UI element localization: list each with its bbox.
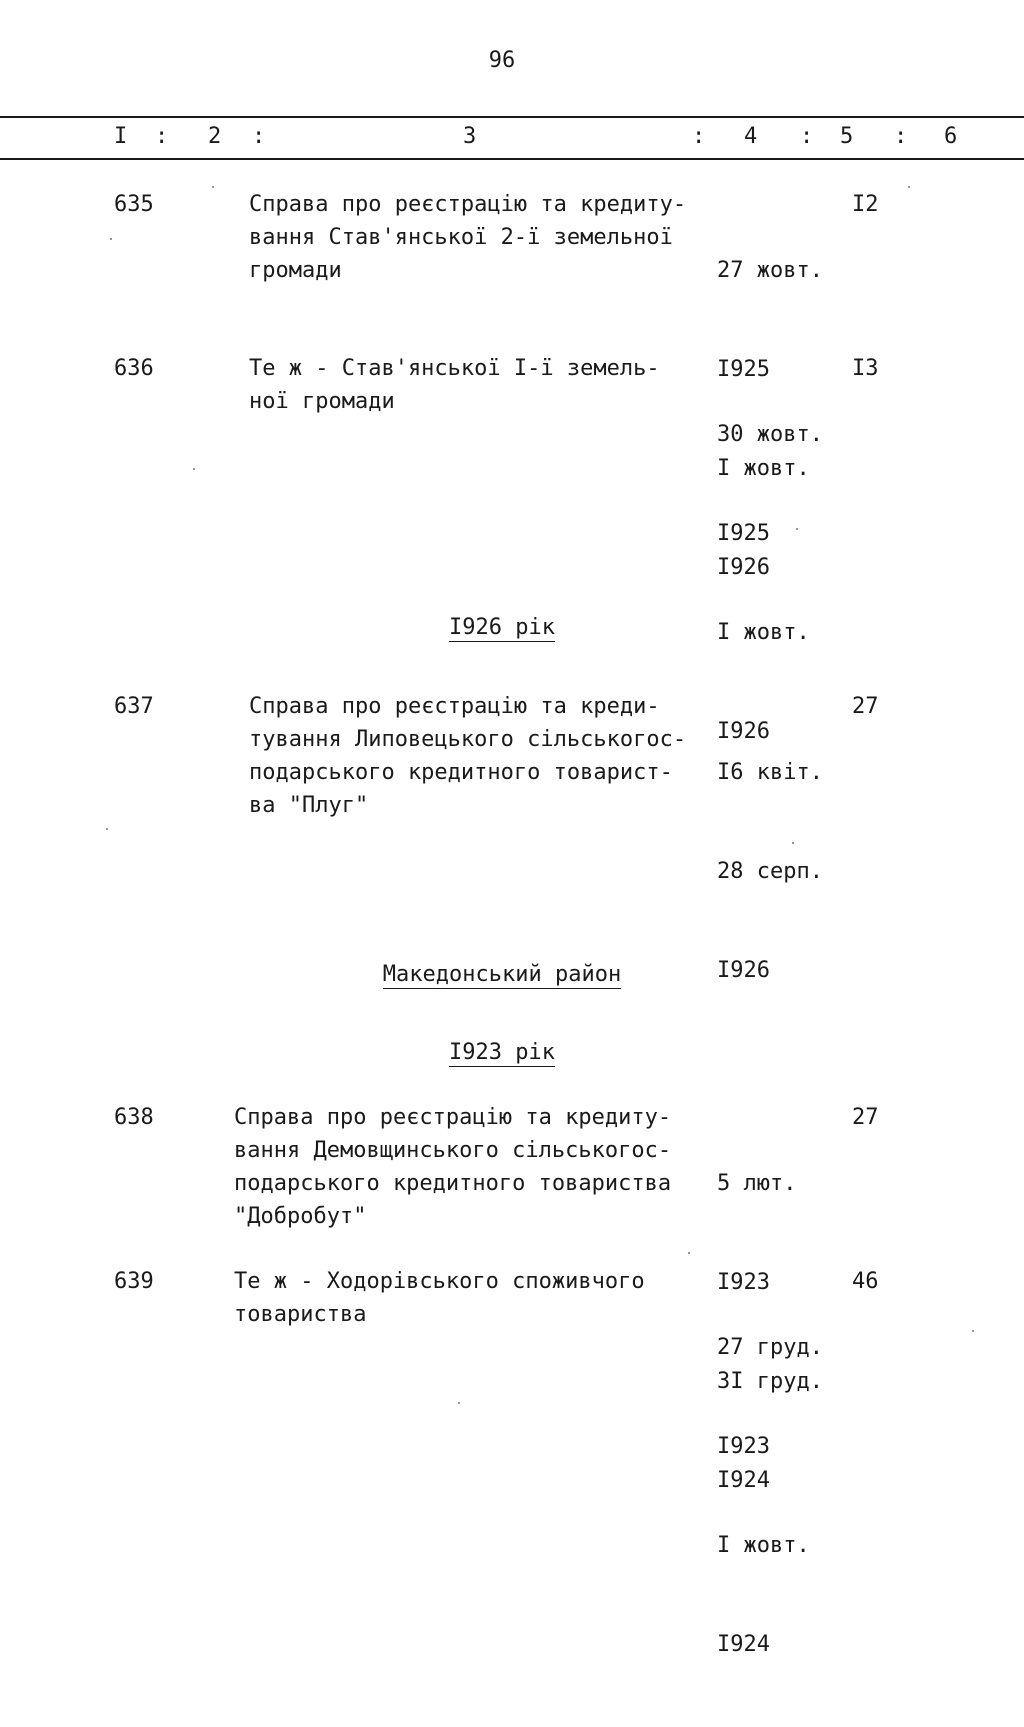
date-line: I923 [717,1434,770,1459]
description-line: ва "Плуг" [249,793,369,818]
entry-sheet-count: I3 [852,356,879,381]
column-separator: : [692,124,706,149]
date-line: 5 лют. [717,1171,797,1196]
district-heading-text: Македонський район [382,962,622,987]
column-separator: : [252,124,266,149]
entry-dates [717,1265,823,1727]
entry-description [234,1101,671,1233]
date-line: I жовт. [717,1533,810,1558]
date-line: I925 [717,357,770,382]
column-header-4: 4 [744,124,758,149]
scan-speck [212,186,214,188]
scan-speck [972,1330,974,1332]
header-bottom-rule [0,158,1024,160]
date-line: I926 [717,958,770,983]
date-line: I жовт. [717,456,810,481]
scan-speck [688,1252,690,1254]
date-line: I926 [717,555,770,580]
date-line: I923 [717,1270,770,1295]
year-heading-text: I926 рік [449,615,555,640]
entry-number: 636 [114,356,154,381]
description-line: "Добробут" [234,1204,367,1229]
column-separator: : [155,124,169,149]
date-line: 27 груд. [717,1335,823,1360]
description-line: громади [249,258,342,283]
column-header-3: 3 [463,124,477,149]
description-line: Те ж - Ходорівського споживчого [234,1269,645,1294]
year-heading-text: I923 рік [449,1040,555,1065]
entry-number: 637 [114,694,154,719]
column-header-6: 6 [944,124,958,149]
description-line: Справа про реєстрацію та кредиту- [249,192,687,217]
date-line: I925 [717,521,770,546]
description-line: подарського кредитного товарист- [249,760,673,785]
entry-description [249,188,686,287]
scan-speck [193,468,195,470]
entry-number: 639 [114,1269,154,1294]
date-line: I926 [717,719,770,744]
entry-sheet-count: 27 [852,694,879,719]
date-line: 3I груд. [717,1369,823,1394]
column-header-1: I [114,124,128,149]
entry-description [249,690,686,822]
entry-sheet-count: 46 [852,1269,879,1294]
description-line: Те ж - Став'янської I-ї земель- [249,356,660,381]
column-header-5: 5 [840,124,854,149]
header-top-rule [0,116,1024,118]
description-line: тування Липовецького сільськогос- [249,727,687,752]
date-line: I924 [717,1632,770,1657]
description-line: Справа про реєстрацію та кредиту- [234,1105,672,1130]
entry-number: 635 [114,192,154,217]
entry-sheet-count: I2 [852,192,879,217]
date-line: I6 квіт. [717,760,823,785]
date-line: 27 жовт. [717,258,823,283]
scan-speck [106,828,108,830]
entry-description [234,1265,645,1331]
scan-speck [110,238,112,240]
date-line: I924 [717,1468,770,1493]
column-separator: : [894,124,908,149]
scan-speck [458,1402,460,1404]
entry-number: 638 [114,1105,154,1130]
column-header-2: 2 [208,124,222,149]
scan-speck [908,186,910,188]
entry-sheet-count: 27 [852,1105,879,1130]
description-line: вання Став'янської 2-ї земельної [249,225,673,250]
description-line: товариства [234,1302,367,1327]
description-line: ної громади [249,389,395,414]
scan-speck [796,528,798,530]
date-line: 28 серп. [717,859,823,884]
page-number: 96 [488,48,516,73]
entry-description [249,352,660,418]
description-line: вання Демовщинського сільськогос- [234,1138,672,1163]
date-line: 30 жовт. [717,422,823,447]
year-heading-1926 [0,615,1004,640]
entry-dates [717,690,823,1053]
description-line: Справа про реєстрацію та креди- [249,694,660,719]
date-line: I жовт. [717,620,810,645]
year-heading-1923 [0,1040,1004,1065]
district-heading [0,962,1004,987]
description-line: подарського кредитного товариства [234,1171,672,1196]
scan-speck [792,842,794,844]
column-separator: : [800,124,814,149]
